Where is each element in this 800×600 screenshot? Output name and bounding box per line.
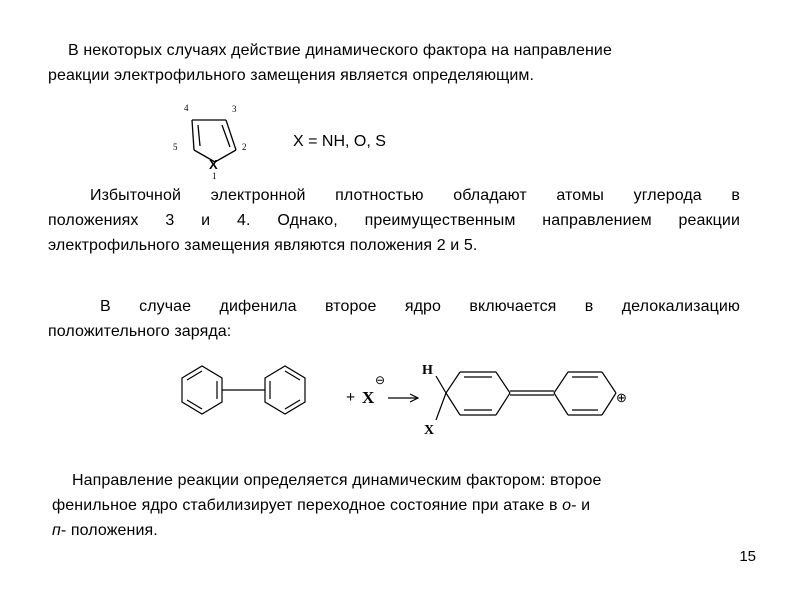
ring-label-3: 3 (232, 104, 237, 114)
sigma-ring-bond (446, 393, 460, 415)
benzene-ring-2-double (285, 371, 300, 380)
positive-charge: ⊕ (616, 390, 627, 405)
text-segment: - положения. (60, 522, 158, 539)
italic-o: о (562, 497, 572, 514)
ring-bond (602, 372, 616, 393)
reaction-scheme (170, 360, 640, 440)
sigma-bond-x (436, 393, 446, 420)
paragraph-conclusion (52, 468, 742, 543)
page-number: 15 (739, 548, 756, 565)
benzene-ring-1-double (187, 400, 202, 409)
ring-label-1: 1 (212, 171, 217, 181)
italic-p: п (52, 522, 61, 539)
paragraph-line (52, 493, 742, 518)
paragraph-line: электрофильного замещения являются положения 2 и 5. (48, 237, 478, 254)
paragraph-line: В некоторых случаях действие динамического фактора на направление (68, 42, 612, 59)
paragraph-line: положениях 3 и 4. Однако, преимущественным направлением реакции (48, 212, 740, 229)
ring-label-2: 2 (242, 142, 247, 152)
reaction-plus: + (346, 389, 356, 406)
paragraph-line: положительного заряда: (48, 323, 232, 340)
sigma-bond-h (436, 376, 446, 393)
paragraph-line: реакции электрофильного замещения является определяющим. (48, 67, 535, 84)
sigma-x-label: X (424, 423, 435, 438)
ring-bond (554, 372, 568, 393)
sigma-h-label: H (422, 363, 433, 378)
ring-heteroatom-x: X (209, 157, 218, 172)
double-bond-inner (198, 125, 200, 146)
reagent-x: X (362, 388, 375, 407)
text-segment: фенильное ядро стабилизирует переходное состояние при атаке в (52, 497, 563, 514)
ring-bond (215, 150, 236, 162)
ring-bond (554, 393, 568, 415)
paragraph-line: Направление реакции определяется динамическим фактором: второе (72, 472, 602, 489)
paragraph-line: Избыточной электронной плотностью обладают атомы углерода в (90, 187, 740, 204)
ring-bond (602, 393, 616, 415)
benzene-ring-2-double (285, 400, 300, 409)
reagent-negative-charge: ⊖ (375, 373, 386, 387)
sigma-ring-bond (496, 393, 510, 415)
ring-label-4: 4 (184, 103, 189, 113)
paragraph-dynamic-factor (48, 38, 740, 88)
heteroatom-formula: X = NH, O, S (293, 133, 386, 150)
ring-bond (192, 120, 194, 150)
sigma-ring-bond (446, 372, 460, 393)
benzene-ring-2 (265, 366, 305, 414)
heterocycle-structure (170, 100, 260, 180)
paragraph-diphenyl (48, 294, 740, 344)
benzene-ring-1-double (187, 371, 202, 380)
paragraph-line (52, 518, 742, 543)
ring-bond (226, 120, 236, 150)
text-segment: - и (571, 497, 591, 514)
benzene-ring-1 (182, 366, 222, 414)
sigma-ring-bond (496, 372, 510, 393)
ring-label-5: 5 (173, 142, 178, 152)
paragraph-line: В случае дифенила второе ядро включается в делокализацию (100, 298, 740, 315)
paragraph-electron-density (48, 183, 740, 258)
